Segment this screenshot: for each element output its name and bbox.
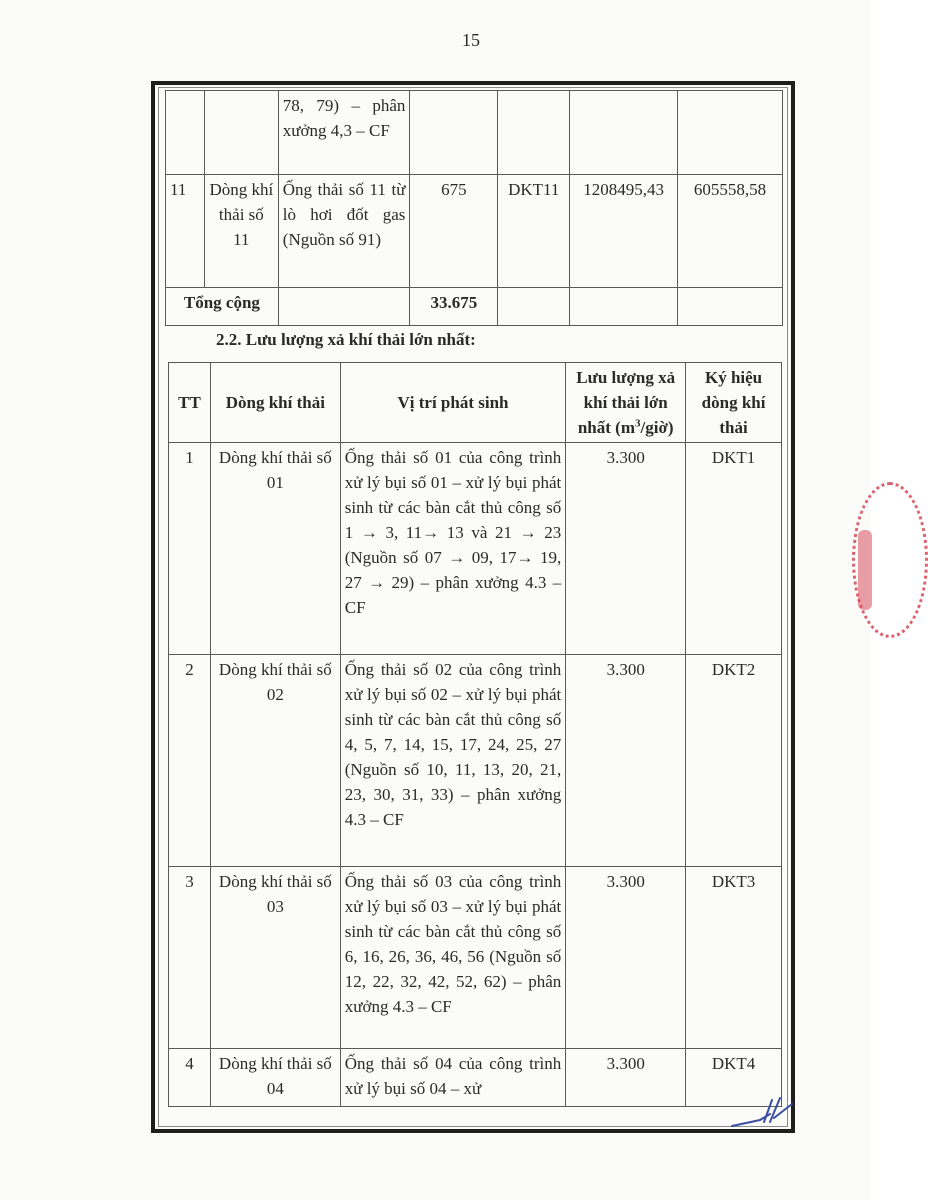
table-row	[169, 867, 782, 1049]
cell-code: DKT4	[686, 1049, 782, 1107]
page-number: 15	[462, 30, 480, 50]
cell-stream	[204, 91, 278, 175]
cell-location: Ống thải số 02 của công trình xử lý bụi số 02 – xử lý bụi phát sinh từ các bàn cắt thủ công số 4, 5, 7, 14, 15, 17, 24, 25, 27 (Nguồn số 10, 11, 13, 20, 21, 23, 30, 31, 33) – phân xưởng 4.3 – CF	[340, 655, 566, 867]
cell-empty	[278, 288, 410, 326]
cell-location: Ống thải số 03 của công trình xử lý bụi số 03 – xử lý bụi phát sinh từ các bàn cắt thủ công số 6, 16, 26, 36, 46, 56 (Nguồn số 12, 22, 32, 42, 52, 62) – phân xưởng 4.3 – CF	[340, 867, 566, 1049]
cell-stream: Dòng khí thải số 03	[210, 867, 340, 1049]
cell-x	[570, 91, 678, 175]
cell-flow: 3.300	[566, 655, 686, 867]
cell-tt: 1	[169, 443, 211, 655]
cell-location: Ống thải số 04 của công trình xử lý bụi số 04 – xử	[340, 1049, 566, 1107]
cell-flow: 3.300	[566, 867, 686, 1049]
cell-y	[678, 91, 783, 175]
cell-flow: 3.300	[566, 1049, 686, 1107]
header-code: Ký hiệu dòng khí thải	[686, 363, 782, 443]
red-seal-ink	[858, 530, 872, 610]
cell-y: 605558,58	[678, 175, 783, 288]
header-tt: TT	[169, 363, 211, 443]
cell-stream: Dòng khí thải số 11	[204, 175, 278, 288]
signature-initials	[730, 1092, 796, 1132]
cell-tt: 11	[166, 175, 205, 288]
cell-empty	[570, 288, 678, 326]
max-flow-table	[168, 362, 782, 1107]
cell-code: DKT2	[686, 655, 782, 867]
table-row	[166, 91, 783, 175]
cell-code: DKT11	[498, 175, 570, 288]
total-label: Tổng cộng	[166, 288, 279, 326]
cell-tt: 3	[169, 867, 211, 1049]
table-header-row	[169, 363, 782, 443]
section-heading: 2.2. Lưu lượng xả khí thải lớn nhất:	[216, 330, 476, 349]
cell-tt: 4	[169, 1049, 211, 1107]
table-row	[169, 1049, 782, 1107]
table-row	[169, 443, 782, 655]
cell-stream: Dòng khí thải số 01	[210, 443, 340, 655]
header-flow	[566, 363, 686, 443]
table-row	[169, 655, 782, 867]
total-value: 33.675	[410, 288, 498, 326]
cell-empty	[678, 288, 783, 326]
header-flow-sup: 3	[635, 417, 641, 430]
header-flow-suffix: /giờ)	[640, 418, 674, 437]
cell-code: DKT3	[686, 867, 782, 1049]
cell-location: 78, 79) – phân xưởng 4,3 – CF	[278, 91, 410, 175]
cell-flow: 675	[410, 175, 498, 288]
cell-stream: Dòng khí thải số 04	[210, 1049, 340, 1107]
emission-source-table	[165, 90, 783, 326]
cell-code	[498, 91, 570, 175]
cell-tt: 2	[169, 655, 211, 867]
header-flow-prefix: Lưu lượng xả khí thải lớn nhất (m	[576, 368, 676, 437]
total-row	[166, 288, 783, 326]
cell-stream: Dòng khí thải số 02	[210, 655, 340, 867]
cell-x: 1208495,43	[570, 175, 678, 288]
cell-tt	[166, 91, 205, 175]
cell-location: Ống thải số 01 của công trình xử lý bụi số 01 – xử lý bụi phát sinh từ các bàn cắt thủ công số 1 → 3, 11→ 13 và 21 → 23 (Nguồn số 07 → 09, 17→ 19, 27 → 29) – phân xưởng 4.3 – CF	[340, 443, 566, 655]
header-location: Vị trí phát sinh	[340, 363, 566, 443]
cell-code: DKT1	[686, 443, 782, 655]
cell-flow: 3.300	[566, 443, 686, 655]
table-row	[166, 175, 783, 288]
header-stream: Dòng khí thải	[210, 363, 340, 443]
cell-empty	[498, 288, 570, 326]
cell-location: Ống thải số 11 từ lò hơi đốt gas (Nguồn số 91)	[278, 175, 410, 288]
cell-flow	[410, 91, 498, 175]
